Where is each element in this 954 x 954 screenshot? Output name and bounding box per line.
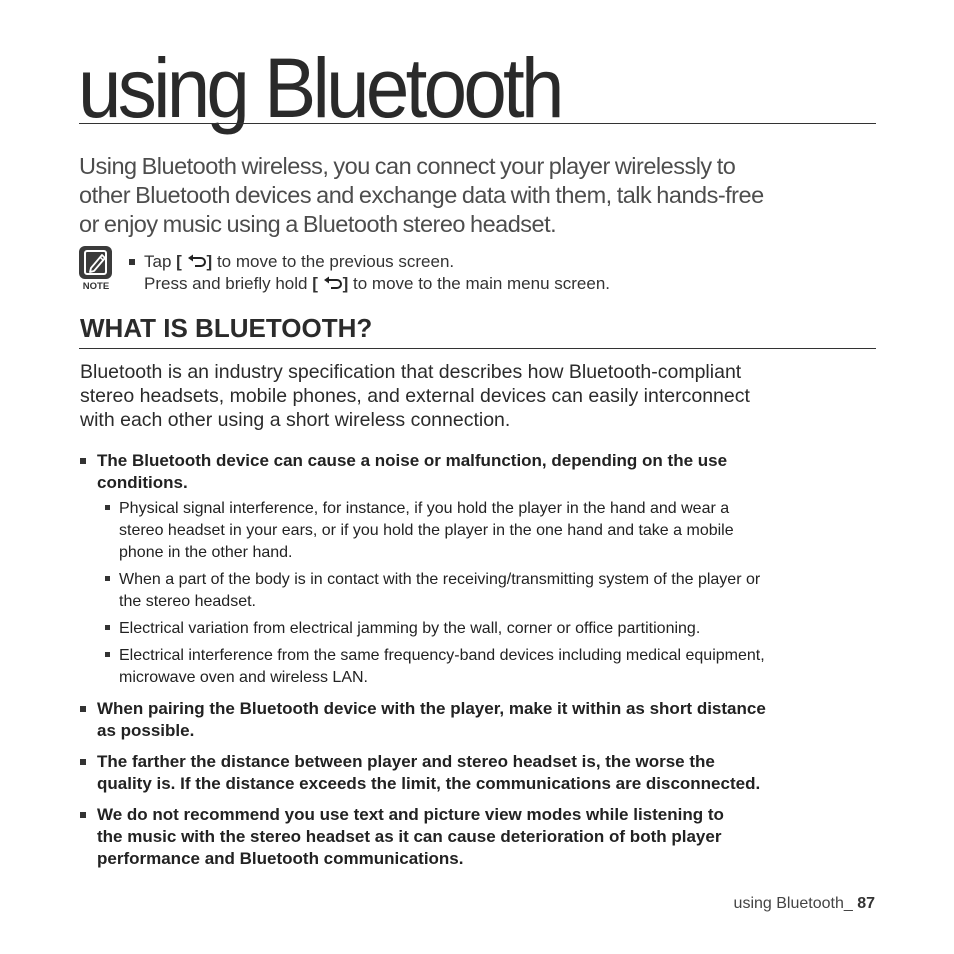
bullet-square — [129, 259, 135, 265]
footer-label: using Bluetooth_ — [733, 895, 853, 912]
intro-line: or enjoy music using a Bluetooth stereo headset. — [79, 211, 557, 237]
chapter-intro — [79, 152, 879, 239]
intro-line: other Bluetooth devices and exchange data with them, talk hands-free — [79, 182, 764, 208]
section-intro-line: Bluetooth is an industry specification that describes how Bluetooth-compliant — [80, 361, 742, 383]
note-line: Press and briefly hold [ ] to move to the main menu screen. — [144, 274, 611, 293]
section-heading: WHAT IS BLUETOOTH? — [80, 313, 373, 343]
intro-line: Using Bluetooth wireless, you can connect your player wirelessly to — [79, 153, 736, 179]
caution-subitem: Electrical interference from the same frequency-band devices including medical equipment, microwave oven and wireless LAN. — [80, 645, 880, 689]
caution-item: We do not recommend you use text and picture view modes while listening to the music with the stereo headset as it can cause deterioration of both player performance and Bluetooth communications. — [80, 804, 880, 870]
chapter-title: using Bluetooth — [78, 41, 561, 135]
section-intro — [80, 360, 880, 432]
back-arrow-icon — [323, 276, 343, 290]
bullet-square — [80, 706, 86, 712]
bullet-square — [80, 458, 86, 464]
note-pencil-icon — [79, 246, 112, 279]
page-footer — [734, 895, 875, 913]
section-divider — [79, 348, 876, 349]
caution-item: When pairing the Bluetooth device with the player, make it within as short distance as possible. — [80, 698, 880, 742]
note-text — [129, 251, 610, 295]
title-divider — [79, 123, 876, 124]
caution-subitem: Physical signal interference, for instance, if you hold the player in the hand and wear a stereo headset in your ears, or if you hold the player in the one hand and take a mobile phone in the other hand. — [80, 498, 880, 564]
caution-subitem: Electrical variation from electrical jamming by the wall, corner or office partitioning. — [80, 618, 880, 640]
bullet-square — [105, 652, 110, 657]
caution-item: The Bluetooth device can cause a noise or malfunction, depending on the use conditions. — [80, 450, 880, 494]
page-number: 87 — [857, 895, 875, 912]
note-line: Tap [ ] to move to the previous screen. — [129, 251, 610, 273]
caution-list — [80, 450, 880, 870]
caution-subitem: When a part of the body is in contact with the receiving/transmitting system of the player or the stereo headset. — [80, 569, 880, 613]
back-arrow-icon — [187, 254, 207, 268]
caution-item: The farther the distance between player and stereo headset is, the worse the quality is. If the distance exceeds the limit, the communications are disconnected. — [80, 751, 880, 795]
bullet-square — [105, 625, 110, 630]
bullet-square — [80, 759, 86, 765]
bullet-square — [80, 812, 86, 818]
section-intro-line: with each other using a short wireless connection. — [80, 409, 511, 431]
bullet-square — [105, 505, 110, 510]
note-label: NOTE — [82, 281, 110, 292]
section-intro-line: stereo headsets, mobile phones, and external devices can easily interconnect — [80, 385, 750, 407]
bullet-square — [105, 576, 110, 581]
